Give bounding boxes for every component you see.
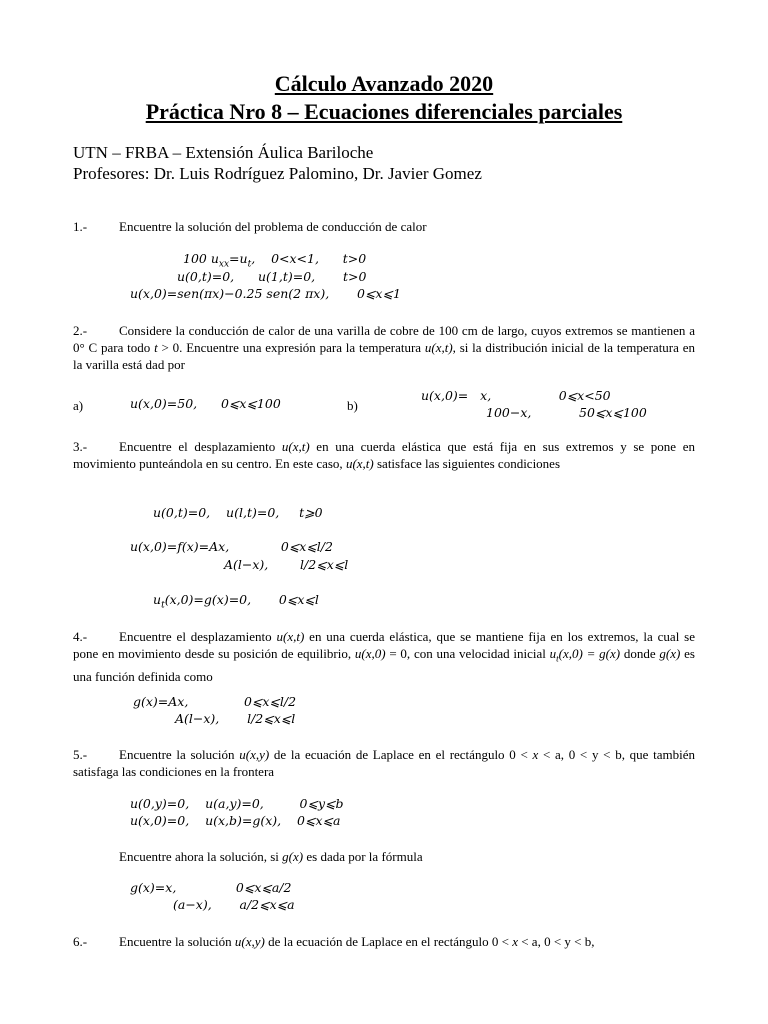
- problem-5-eq2: u(x,0)=0, u(x,b)=g(x), 0⩽x⩽a: [130, 813, 341, 828]
- problem-3-eq1: u(0,t)=0, u(l,t)=0, t⩾0: [153, 505, 323, 520]
- problem-3-eq3: A(l−x), l/2⩽x⩽l: [224, 557, 349, 572]
- problem-5-number: 5.-: [73, 747, 88, 762]
- problem-3-eq4: $u_t(x,0)=g(x)=0$, 0⩽x⩽l: [153, 592, 319, 611]
- problem-2-eq-a: u(x,0)=50, 0⩽x⩽100: [130, 396, 281, 411]
- problem-6-number: 6.-: [73, 934, 88, 949]
- problem-1-eq2: u(0,t)=0, u(1,t)=0, t>0: [177, 269, 367, 284]
- problem-2-eq-b2: 100−x, 50⩽x⩽100: [486, 405, 647, 420]
- problem-4-eq2: A(l−x), l/2⩽x⩽l: [175, 711, 296, 726]
- problem-3-number: 3.-: [73, 439, 88, 454]
- problem-2-number: 2.-: [73, 323, 88, 338]
- problem-2-eq-b1: u(x,0)= x, 0⩽x<50: [421, 388, 611, 403]
- problem-6-text: Encuentre la solución u(x,y) de la ecuación de Laplace en el rectángulo 0 < x < a, 0 < y < b,: [119, 934, 595, 949]
- problem-4-text: Encuentre el desplazamiento u(x,t) en una cuerda elástica, que se mantiene fija en los extremos, la cual se pone en movimiento desde su posición de equilibrio, u(x,0) = 0, con una velocidad inicial $u_t(x,0) = g(x)$ donde g(x) es una función definida como: [73, 629, 695, 684]
- problem-1-number: 1.-: [73, 219, 88, 234]
- problem-1-eq3: u(x,0)=sen(πx)−0.25 sen(2 πx), 0⩽x⩽1: [130, 286, 401, 301]
- problem-3-eq2: u(x,0)=f(x)=Ax, 0⩽x⩽l/2: [130, 539, 333, 554]
- problem-5-eq1: u(0,y)=0, u(a,y)=0, 0⩽y⩽b: [130, 796, 344, 811]
- problem-5-text: Encuentre la solución u(x,y) de la ecuación de Laplace en el rectángulo 0 < x < a, 0 < y < b, que también satisfaga las condiciones en la frontera: [73, 747, 695, 779]
- problem-4-number: 4.-: [73, 629, 88, 644]
- problem-3-text: Encuentre el desplazamiento u(x,t) en una cuerda elástica que está fija en sus extremos y se pone en movimiento punteándola en su centro. En este caso, u(x,t) satisface las siguientes condiciones: [73, 439, 695, 471]
- problem-5-eq4: (a−x), a/2⩽x⩽a: [173, 897, 295, 912]
- problem-5-text2: Encuentre ahora la solución, si g(x) es dada por la fórmula: [119, 849, 423, 864]
- title-course: Cálculo Avanzado 2020: [274, 71, 494, 96]
- title-practice: Práctica Nro 8 – Ecuaciones diferenciales parciales: [145, 99, 623, 124]
- professors-line: Profesores: Dr. Luis Rodríguez Palomino, Dr. Javier Gomez: [73, 164, 482, 183]
- problem-4-eq1: g(x)=Ax, 0⩽x⩽l/2: [133, 694, 297, 709]
- institution-line: UTN – FRBA – Extensión Áulica Bariloche: [73, 143, 374, 162]
- problem-5-eq3: g(x)=x, 0⩽x⩽a/2: [130, 880, 292, 895]
- problem-2-label-b: b): [347, 398, 358, 413]
- problem-1-eq1: 100 $u_{xx}=u_t$, 0<x<1, t>0: [183, 251, 367, 270]
- problem-2-text: Considere la conducción de calor de una varilla de cobre de 100 cm de largo, cuyos extremos se mantienen a 0° C para todo t > 0. Encuentre una expresión para la temperatura u(x,t), si la distribución inicial de la temperatura en la varilla está dad por: [73, 323, 695, 372]
- problem-2-label-a: a): [73, 398, 84, 413]
- problem-1-text: Encuentre la solución del problema de conducción de calor: [119, 219, 427, 234]
